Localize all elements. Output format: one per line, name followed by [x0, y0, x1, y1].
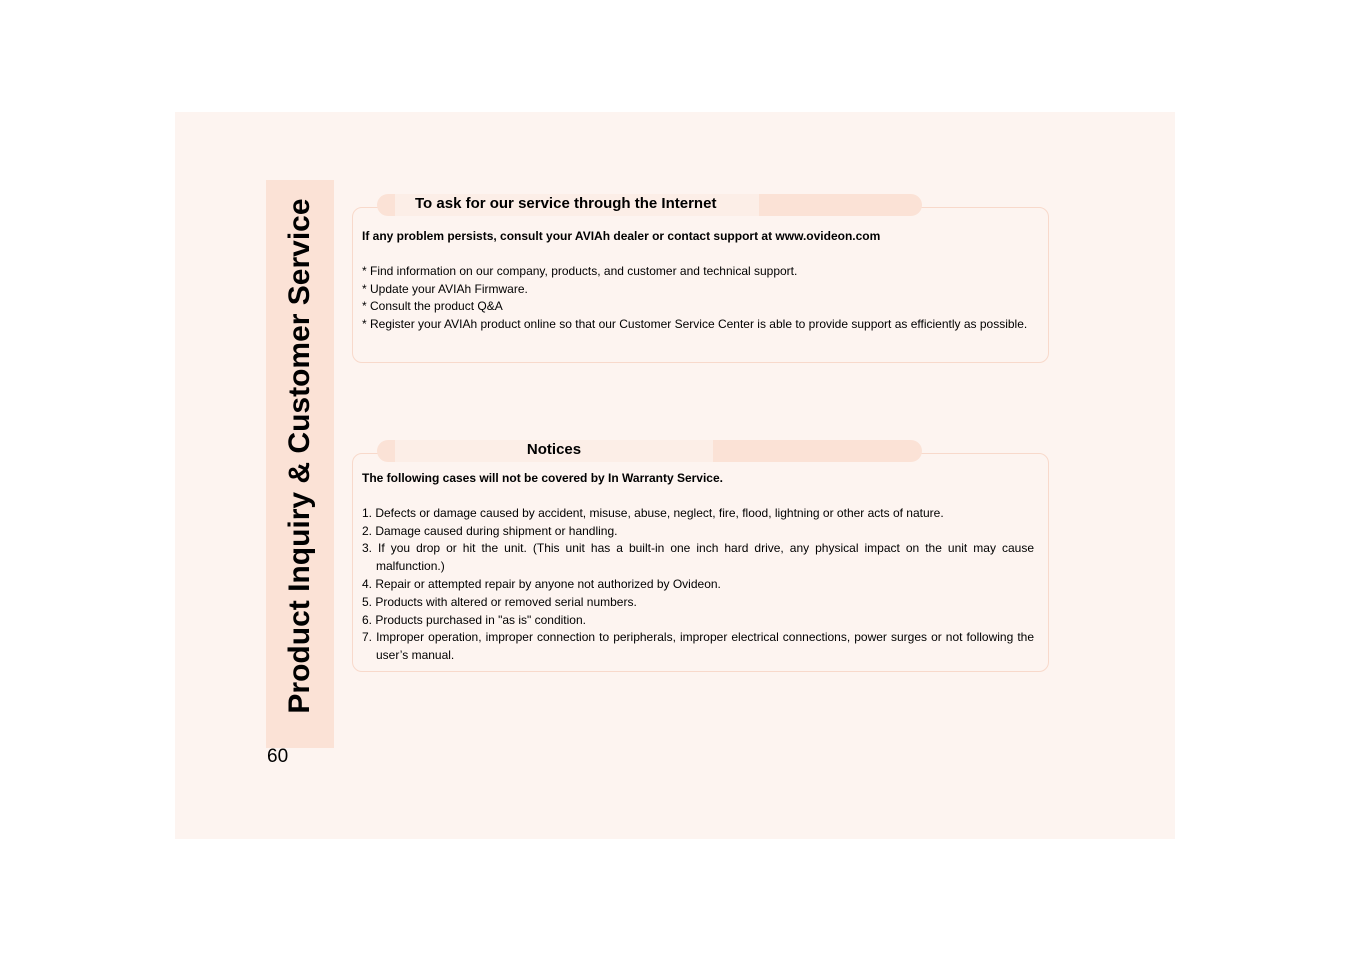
internet-section-heading-tab: [377, 194, 922, 216]
notices-section-heading: Notices: [526, 441, 582, 458]
internet-section-content: [362, 228, 1042, 334]
chapter-title: Product Inquiry & Customer Service: [283, 198, 316, 714]
list-item: * Consult the product Q&A: [362, 299, 503, 314]
list-item: 5. Products with altered or removed serial numbers.: [362, 594, 637, 609]
notices-section-content: [362, 470, 1034, 665]
internet-section-heading: To ask for our service through the Internet: [415, 195, 717, 212]
notices-section-lead: The following cases will not be covered by In Warranty Service.: [362, 471, 723, 485]
list-item: 1. Defects or damage caused by accident, misuse, abuse, neglect, fire, flood, lightning or other acts of nature.: [362, 505, 944, 520]
list-item: * Find information on our company, products, and customer and technical support.: [362, 263, 798, 278]
list-item: 7. Improper operation, improper connection to peripherals, improper electrical connections, power surges or not following the user’s manual.: [362, 630, 1034, 663]
list-item: * Update your AVIAh Firmware.: [362, 281, 528, 296]
list-item: 2. Damage caused during shipment or handling.: [362, 523, 618, 538]
notices-section-list: [362, 505, 1034, 665]
list-item: * Register your AVIAh product online so that our Customer Service Center is able to provide support as efficiently as possible.: [362, 317, 1028, 332]
page-number: 60: [267, 746, 289, 767]
notices-section-heading-tab: [377, 440, 922, 462]
list-item: 3. If you drop or hit the unit. (This unit has a built-in one inch hard drive, any physical impact on the unit may cause malfunction.): [362, 541, 1034, 574]
internet-section-list: [362, 263, 1042, 334]
internet-section-lead: If any problem persists, consult your AVIAh dealer or contact support at www.ovideon.com: [362, 229, 881, 243]
list-item: 4. Repair or attempted repair by anyone not authorized by Ovideon.: [362, 576, 721, 591]
list-item: 6. Products purchased in "as is" condition.: [362, 612, 586, 627]
